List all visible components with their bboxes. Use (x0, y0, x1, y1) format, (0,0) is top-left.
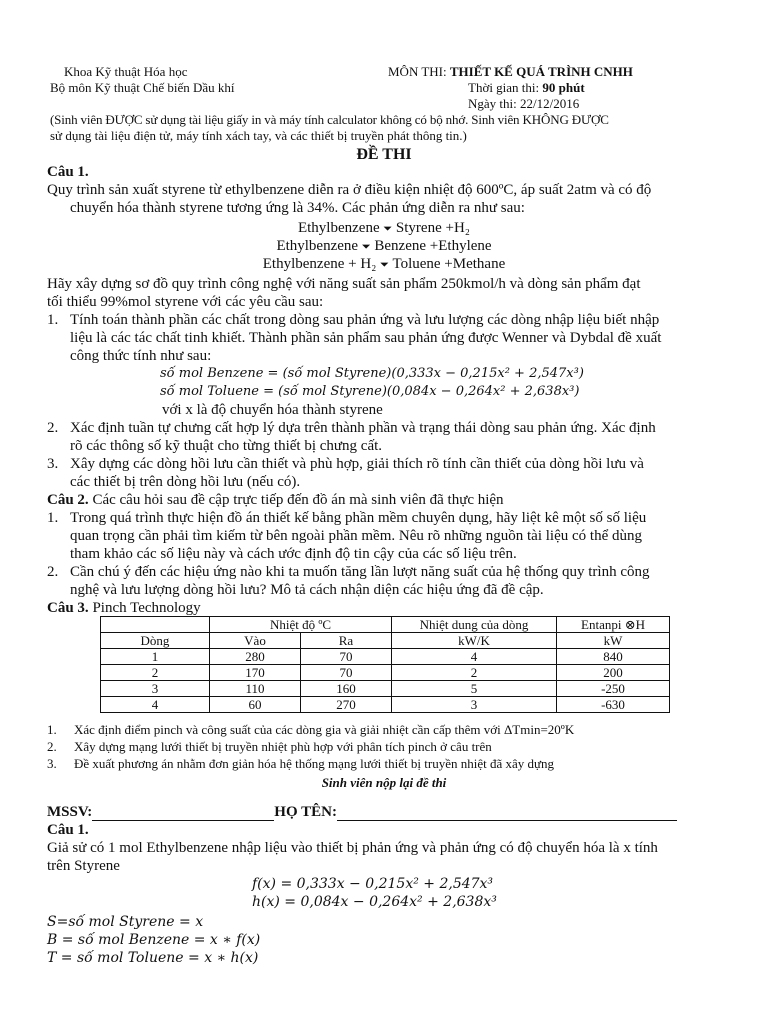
table-header-cell (101, 617, 210, 633)
q3-item-3: Đề xuất phương án nhằm đơn giản hóa hệ thống mạng lưới thiết bị truyền nhiệt đã xây dựng (74, 756, 555, 771)
question-2-line (47, 492, 504, 509)
table-cell: 5 (392, 681, 557, 697)
name-field[interactable] (337, 805, 677, 821)
q1-item-1-line: Tính toán thành phần các chất trong dòng sau phản ứng và lưu lượng các dòng nhập liệu biết nhập (70, 312, 660, 328)
q1-intro-line2: chuyển hóa thành styrene tương ứng là 34%. Các phản ứng diễn ra như sau: (70, 200, 525, 216)
formula-note: với x là độ chuyển hóa thành styrene (162, 402, 383, 418)
mssv-field[interactable] (92, 805, 274, 821)
answer-line2: trên Styrene (47, 858, 120, 874)
department-name: Bộ môn Kỹ thuật Chế biến Dầu khí (50, 80, 235, 95)
answer-line1: Giả sử có 1 mol Ethylbenzene nhập liệu vào thiết bị phản ứng và phản ứng có độ chuyển hóa là x tính (47, 840, 658, 856)
reaction-arrow-icon: ⏷ (380, 259, 389, 271)
reaction-1: Ethylbenzene ⏷ Styrene +H₂ (297, 220, 471, 236)
table-cell: 280 (210, 649, 301, 665)
table-header-cell: Entanpi ⊗H (557, 617, 670, 633)
table-header-cell: Nhiệt độ ºC (210, 617, 392, 633)
table-cell: -630 (557, 697, 670, 713)
time-value: 90 phút (542, 80, 585, 95)
rules-note-line2: sử dụng tài liệu điện tử, máy tính xách tay, và các thiết bị truyền phát thông tin.) (50, 128, 467, 143)
table-cell: 1 (101, 649, 210, 665)
q1-task-line2: tối thiểu 99%mol styrene với các yêu cầu sau: (47, 294, 324, 310)
student-info-line (47, 804, 677, 821)
answer-q1-heading: Câu 1. (47, 822, 89, 838)
table-subheader-row (101, 633, 670, 649)
reaction-arrow-icon: ⏷ (383, 223, 393, 235)
question-3-heading: Câu 3. (47, 600, 89, 616)
pinch-table (100, 616, 670, 713)
table-cell: 110 (210, 681, 301, 697)
question-3-line (47, 600, 201, 617)
q2-item-1-line: Trong quá trình thực hiện đồ án thiết kế bằng phần mềm chuyên dụng, hãy liệt kê một số số liệu (70, 510, 647, 526)
question-3-topic: Pinch Technology (88, 600, 201, 616)
table-cell: 4 (101, 697, 210, 713)
h-formula: h(x) = 0,084x − 0,264x² + 2,638x³ (252, 894, 497, 910)
q3-item-2: Xây dựng mạng lưới thiết bị truyền nhiệt phù hợp với phân tích pinch ở câu trên (74, 739, 492, 754)
submit-note: Sinh viên nộp lại đề thi (321, 775, 447, 790)
subject-value: THIẾT KẾ QUÁ TRÌNH CNHH (449, 64, 633, 79)
question-2-heading: Câu 2. (47, 492, 89, 508)
table-cell: 200 (557, 665, 670, 681)
table-cell: 2 (101, 665, 210, 681)
q3-item-number: 3. (47, 756, 57, 771)
time-line (468, 80, 585, 95)
formula-benzene: số mol Benzene = (số mol Styrene)(0,333x − 0,215x² + 2,547x³) (160, 366, 584, 381)
time-label: Thời gian thi: (468, 80, 543, 95)
q2-item-2-line: Cần chú ý đến các hiệu ứng nào khi ta muốn tăng lần lượt năng suất của hệ thống quy trình công (70, 564, 650, 580)
q1-task-line1: Hãy xây dựng sơ đồ quy trình công nghệ với năng suất sản phẩm 250kmol/h và dòng sản phẩm đạt (47, 276, 641, 292)
rules-note-line1: (Sinh viên ĐƯỢC sử dụng tài liệu giấy in và máy tính calculator không có bộ nhớ. Sinh viên KHÔNG ĐƯỢC (50, 112, 609, 127)
table-cell: -250 (557, 681, 670, 697)
table-cell: 170 (210, 665, 301, 681)
subject-label: MÔN THI: (388, 64, 450, 79)
q1-item-3-line: các thiết bị trên dòng hồi lưu (nếu có). (70, 474, 301, 490)
reaction-arrow-icon: ⏷ (361, 241, 371, 253)
table-header-cell: Vào (210, 633, 301, 649)
table-cell: 160 (301, 681, 392, 697)
faculty-name: Khoa Kỹ thuật Hóa học (64, 64, 188, 79)
table-header-cell: Nhiệt dung của dòng (392, 617, 557, 633)
table-row (101, 697, 670, 713)
subject-line (388, 64, 633, 79)
q2-item-number: 2. (47, 564, 59, 580)
s-definition: S=số mol Styrene = x (47, 914, 204, 930)
exam-title: ĐỀ THI (356, 146, 412, 163)
q2-item-number: 1. (47, 510, 59, 526)
table-cell: 3 (101, 681, 210, 697)
table-header-cell: Ra (301, 633, 392, 649)
reaction-3: Ethylbenzene + H₂ ⏷ Toluene +Methane (262, 256, 506, 272)
q1-item-2-line: rõ các thông số kỹ thuật cho từng thiết bị chưng cất. (70, 438, 383, 454)
q1-item-number: 3. (47, 456, 59, 472)
reaction-2: Ethylbenzene ⏷ Benzene +Ethylene (276, 238, 492, 254)
table-cell: 2 (392, 665, 557, 681)
q1-item-number: 2. (47, 420, 59, 436)
table-cell: 3 (392, 697, 557, 713)
q1-item-2-line: Xác định tuần tự chưng cất hợp lý dựa trên thành phần và trạng thái dòng sau phản ứng. Xác định (70, 420, 656, 436)
table-cell: 4 (392, 649, 557, 665)
q2-item-1-line: quan trọng cần phải tìm kiếm từ bên ngoài phần mềm. Nêu rõ những nguồn tài liệu có thể dùng (70, 528, 642, 544)
table-cell: 70 (301, 665, 392, 681)
q2-item-1-line: tham khảo các số liệu này và cách ước định độ tin cậy của các số liệu trên. (70, 546, 517, 562)
q2-item-2-line: nghệ và lưu lượng dòng hồi lưu? Mô tả cách nhận diện các hiệu ứng đã đề cập. (70, 582, 544, 598)
q1-item-3-line: Xây dựng các dòng hồi lưu cần thiết và phù hợp, giải thích rõ tính cần thiết của dòng hồi lưu và (70, 456, 644, 472)
exam-date: Ngày thi: 22/12/2016 (468, 96, 580, 111)
q1-item-number: 1. (47, 312, 59, 328)
q3-item-number: 2. (47, 739, 57, 754)
q1-item-1-line: công thức tính như sau: (70, 348, 212, 364)
table-row (101, 649, 670, 665)
b-definition: B = số mol Benzene = x ∗ f(x) (47, 932, 261, 948)
formula-toluene: số mol Toluene = (số mol Styrene)(0,084x − 0,264x² + 2,638x³) (160, 384, 580, 399)
table-header-cell: kW (557, 633, 670, 649)
q1-intro-line1: Quy trình sản xuất styrene từ ethylbenzene diễn ra ở điều kiện nhiệt độ 600ºC, áp suất 2atm và có độ (47, 182, 652, 198)
question-2-intro: Các câu hỏi sau đề cập trực tiếp đến đồ án mà sinh viên đã thực hiện (88, 492, 504, 508)
q1-item-1-line: liệu là các tác chất tinh khiết. Thành phần sản phẩm sau phản ứng được Wenner và Dybdal đề xuất (70, 330, 662, 346)
f-formula: f(x) = 0,333x − 0,215x² + 2,547x³ (252, 876, 494, 892)
table-row (101, 665, 670, 681)
question-1-heading: Câu 1. (47, 164, 89, 180)
table-cell: 70 (301, 649, 392, 665)
t-definition: T = số mol Toluene = x ∗ h(x) (47, 950, 259, 966)
table-header-cell: Dòng (101, 633, 210, 649)
q3-item-number: 1. (47, 722, 57, 737)
table-cell: 840 (557, 649, 670, 665)
table-header-row (101, 617, 670, 633)
table-header-cell: kW/K (392, 633, 557, 649)
q3-item-1: Xác định điểm pinch và công suất của các dòng gia và giải nhiệt cần cấp thêm với ΔTmin=20ºK (74, 722, 575, 737)
mssv-label: MSSV: (47, 804, 93, 820)
table-cell: 60 (210, 697, 301, 713)
name-label: HỌ TÊN: (274, 804, 337, 820)
table-cell: 270 (301, 697, 392, 713)
table-row (101, 681, 670, 697)
